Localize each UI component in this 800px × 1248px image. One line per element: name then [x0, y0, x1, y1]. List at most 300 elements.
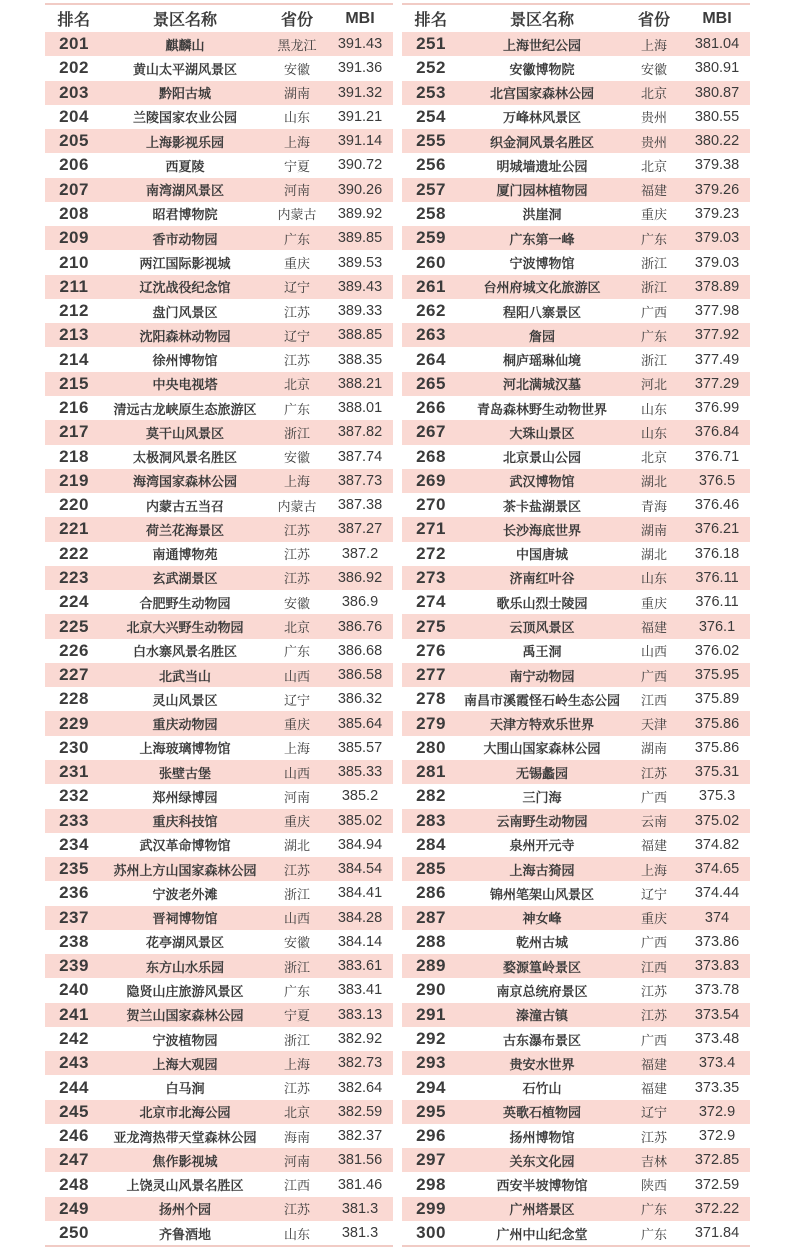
- rank-cell: 207: [59, 179, 89, 199]
- scenic-area-name-cell: 北京大兴野生动物园: [126, 620, 244, 635]
- rank-cell: 271: [416, 519, 446, 539]
- mbi-cell: 376.71: [694, 448, 740, 465]
- scenic-area-name-cell: 亚龙湾热带天堂森林公园: [113, 1129, 257, 1145]
- province-cell: 浙江: [640, 353, 667, 369]
- rank-cell: 241: [59, 1004, 89, 1024]
- mbi-cell: 382.59: [337, 1103, 383, 1120]
- mbi-cell: 373.35: [694, 1079, 740, 1096]
- table-row: [45, 1003, 393, 1027]
- table-row: [45, 1148, 393, 1172]
- table-row: [402, 1100, 750, 1124]
- mbi-cell: 377.49: [694, 351, 740, 368]
- table-row: [402, 1075, 750, 1099]
- table-row: [45, 1197, 393, 1221]
- rank-cell: 297: [416, 1150, 446, 1170]
- scenic-area-name-cell: 西夏陵: [165, 158, 205, 174]
- scenic-area-name-cell: 郑州绿博园: [152, 789, 218, 805]
- rank-cell: 226: [59, 640, 89, 660]
- scenic-area-name-cell: 天津方特欢乐世界: [489, 717, 594, 733]
- scenic-area-name-cell: 黄山太平湖风景区: [132, 61, 237, 77]
- mbi-cell: 377.98: [694, 303, 740, 320]
- province-cell: 贵州: [640, 110, 667, 126]
- rank-cell: 269: [416, 470, 446, 490]
- rank-cell: 210: [59, 252, 89, 272]
- mbi-cell: 388.21: [337, 375, 383, 392]
- mbi-cell: 374.82: [694, 836, 740, 853]
- province-cell: 江苏: [283, 304, 310, 320]
- rank-cell: 279: [416, 713, 446, 733]
- scenic-area-name-cell: 安徽博物院: [509, 61, 575, 77]
- mbi-cell: 379.23: [694, 205, 740, 222]
- table-row: [402, 881, 750, 905]
- scenic-area-name-cell: 万峰林风景区: [502, 110, 581, 126]
- rank-cell: 220: [59, 495, 89, 515]
- province-cell: 江苏: [283, 547, 310, 563]
- province-cell: 湖北: [640, 547, 667, 563]
- table-row: [45, 1075, 393, 1099]
- mbi-cell: 377.29: [694, 375, 740, 392]
- province-cell: 北京: [640, 158, 667, 174]
- rank-cell: 287: [416, 907, 446, 927]
- rank-cell: 264: [416, 349, 446, 369]
- province-cell: 广东: [640, 1202, 667, 1218]
- province-cell: 江西: [640, 692, 667, 708]
- table-row: [45, 202, 393, 226]
- rank-cell: 211: [59, 276, 89, 296]
- table-row: [402, 178, 750, 202]
- province-cell: 安徽: [283, 935, 310, 951]
- table-row: [45, 56, 393, 80]
- scenic-area-name-cell: 合肥野生动物园: [139, 595, 231, 611]
- table-row: [45, 323, 393, 347]
- rank-cell: 281: [416, 762, 446, 782]
- province-cell: 江苏: [640, 983, 667, 999]
- province-cell: 广西: [640, 935, 667, 951]
- mbi-cell: 372.22: [694, 1200, 740, 1217]
- scenic-area-name-cell: 花亭湖风景区: [145, 935, 224, 951]
- table-header: [402, 5, 750, 32]
- rank-cell: 246: [59, 1126, 89, 1146]
- mbi-cell: 383.61: [337, 958, 383, 975]
- mbi-cell: 389.43: [337, 278, 383, 295]
- mbi-cell: 387.73: [337, 472, 383, 489]
- mbi-cell: 386.68: [337, 642, 383, 659]
- scenic-area-name-cell: 南通博物苑: [152, 547, 218, 563]
- mbi-cell: 391.32: [337, 84, 383, 101]
- mbi-cell: 382.64: [337, 1079, 383, 1096]
- rank-cell: 223: [59, 567, 89, 587]
- rank-cell: 289: [416, 956, 446, 976]
- province-cell: 广西: [640, 1032, 667, 1048]
- province-cell: 福建: [640, 838, 667, 854]
- mbi-cell: 381.04: [694, 36, 740, 53]
- mbi-cell: 387.27: [337, 521, 383, 538]
- rank-cell: 232: [59, 786, 89, 806]
- table-row: [45, 347, 393, 371]
- table-row: [45, 1172, 393, 1196]
- scenic-area-name-cell: 明城墙遗址公园: [496, 158, 588, 174]
- province-cell: 上海: [640, 862, 667, 878]
- scenic-area-name-cell: 重庆科技馆: [152, 814, 218, 830]
- mbi-cell: 384.54: [337, 861, 383, 878]
- mbi-cell: 375.86: [694, 715, 740, 732]
- scenic-area-name-cell: 武汉博物馆: [509, 474, 575, 490]
- table-row: [45, 881, 393, 905]
- rank-cell: 256: [416, 155, 446, 175]
- province-cell: 山东: [283, 110, 310, 126]
- mbi-cell: 386.32: [337, 691, 383, 708]
- scenic-area-name-cell: 青岛森林野生动物世界: [476, 401, 607, 417]
- province-cell: 山西: [283, 911, 310, 927]
- rank-cell: 255: [416, 131, 446, 151]
- rank-cell: 240: [59, 980, 89, 1000]
- table-row: [402, 1221, 750, 1245]
- mbi-cell: 374: [704, 909, 730, 926]
- mbi-cell: 372.9: [698, 1128, 736, 1145]
- rank-cell: 253: [416, 82, 446, 102]
- province-cell: 浙江: [283, 1032, 310, 1048]
- header-rank: 排名: [57, 12, 91, 29]
- scenic-area-name-cell: 灵山风景区: [152, 692, 218, 708]
- scenic-area-name-cell: 西安半坡博物馆: [496, 1178, 588, 1194]
- scenic-area-name-cell: 詹园: [528, 328, 555, 344]
- rank-cell: 238: [59, 931, 89, 951]
- mbi-cell: 385.33: [337, 764, 383, 781]
- table-row: [45, 542, 393, 566]
- scenic-area-name-cell: 茶卡盐湖景区: [502, 498, 581, 514]
- rank-cell: 292: [416, 1029, 446, 1049]
- province-cell: 江苏: [283, 1202, 310, 1218]
- rank-cell: 258: [416, 203, 446, 223]
- table-row: [402, 81, 750, 105]
- scenic-area-name-cell: 两江国际影视城: [139, 256, 231, 272]
- mbi-cell: 388.35: [337, 351, 383, 368]
- rank-cell: 234: [59, 834, 89, 854]
- scenic-area-name-cell: 泉州开元寺: [509, 838, 575, 854]
- province-cell: 广东: [283, 983, 310, 999]
- table-row: [402, 542, 750, 566]
- rank-cell: 235: [59, 859, 89, 879]
- mbi-cell: 383.13: [337, 1006, 383, 1023]
- table-row: [45, 493, 393, 517]
- table-row: [45, 396, 393, 420]
- scenic-area-name-cell: 贵安水世界: [509, 1056, 575, 1072]
- mbi-cell: 376.99: [694, 400, 740, 417]
- scenic-area-name-cell: 晋祠博物馆: [152, 911, 218, 927]
- province-cell: 北京: [283, 377, 310, 393]
- table-row: [402, 711, 750, 735]
- mbi-cell: 381.56: [337, 1152, 383, 1169]
- province-cell: 重庆: [640, 911, 667, 927]
- province-cell: 重庆: [283, 717, 310, 733]
- mbi-cell: 376.02: [694, 642, 740, 659]
- rank-cell: 275: [416, 616, 446, 636]
- table-row: [402, 32, 750, 56]
- table-row: [402, 590, 750, 614]
- province-cell: 江西: [640, 959, 667, 975]
- table-row: [402, 517, 750, 541]
- scenic-area-name-cell: 武汉革命博物馆: [139, 838, 231, 854]
- table-row: [45, 81, 393, 105]
- province-cell: 浙江: [640, 280, 667, 296]
- scenic-area-name-cell: 辽沈战役纪念馆: [139, 280, 231, 296]
- table-row: [402, 1197, 750, 1221]
- scenic-area-name-cell: 织金洞风景名胜区: [489, 134, 594, 150]
- header-scenic-area-name: 景区名称: [152, 12, 217, 29]
- province-cell: 宁夏: [283, 1008, 310, 1024]
- scenic-area-name-cell: 东方山水乐园: [145, 959, 224, 975]
- scenic-area-name-cell: 北武当山: [158, 668, 211, 684]
- rank-cell: 250: [59, 1223, 89, 1243]
- province-cell: 上海: [283, 741, 310, 757]
- scenic-area-name-cell: 上海影视乐园: [145, 134, 224, 150]
- table-row: [402, 396, 750, 420]
- rank-cell: 286: [416, 883, 446, 903]
- rank-cell: 252: [416, 58, 446, 78]
- mbi-cell: 384.28: [337, 909, 383, 926]
- province-cell: 山东: [283, 1226, 310, 1242]
- province-cell: 山东: [640, 425, 667, 441]
- province-cell: 浙江: [283, 886, 310, 902]
- table-row: [45, 299, 393, 323]
- province-cell: 北京: [283, 1105, 310, 1121]
- table-row: [45, 978, 393, 1002]
- scenic-area-name-cell: 大围山国家森林公园: [483, 741, 601, 757]
- rank-cell: 228: [59, 689, 89, 709]
- province-cell: 山东: [640, 571, 667, 587]
- mbi-cell: 388.01: [337, 400, 383, 417]
- rank-cell: 215: [59, 373, 89, 393]
- header-mbi: MBI: [345, 9, 375, 27]
- table-row: [402, 857, 750, 881]
- province-cell: 河南: [283, 183, 310, 199]
- mbi-cell: 380.87: [694, 84, 740, 101]
- rank-cell: 288: [416, 931, 446, 951]
- province-cell: 福建: [640, 1081, 667, 1097]
- table-row: [402, 493, 750, 517]
- scenic-area-name-cell: 麒麟山: [165, 37, 205, 53]
- mbi-cell: 386.92: [337, 569, 383, 586]
- table-row: [45, 445, 393, 469]
- mbi-cell: 382.73: [337, 1055, 383, 1072]
- table-row: [45, 420, 393, 444]
- province-cell: 吉林: [640, 1153, 667, 1169]
- mbi-cell: 382.92: [337, 1031, 383, 1048]
- rank-cell: 285: [416, 859, 446, 879]
- scenic-area-name-cell: 云顶风景区: [509, 620, 575, 635]
- table-row: [402, 275, 750, 299]
- mbi-cell: 386.76: [337, 618, 383, 635]
- rank-cell: 272: [416, 543, 446, 563]
- mbi-cell: 391.14: [337, 133, 383, 150]
- rank-cell: 300: [416, 1223, 446, 1243]
- mbi-cell: 389.85: [337, 230, 383, 247]
- table-row: [45, 954, 393, 978]
- table-row: [45, 614, 393, 638]
- rank-cell: 227: [59, 665, 89, 685]
- mbi-cell: 372.85: [694, 1152, 740, 1169]
- table-row: [402, 323, 750, 347]
- header-scenic-area-name: 景区名称: [509, 12, 574, 29]
- rank-cell: 202: [59, 58, 89, 78]
- scenic-area-name-cell: 上海大观园: [152, 1056, 218, 1072]
- scenic-area-name-cell: 婺源篁岭景区: [502, 959, 581, 975]
- rank-cell: 298: [416, 1174, 446, 1194]
- province-cell: 安徽: [283, 595, 310, 611]
- ranking-tables: [45, 3, 751, 1247]
- mbi-cell: 379.03: [694, 230, 740, 247]
- table-row: [402, 226, 750, 250]
- province-cell: 广东: [640, 1226, 667, 1242]
- scenic-area-name-cell: 古东瀑布景区: [502, 1032, 581, 1048]
- mbi-cell: 375.86: [694, 739, 740, 756]
- mbi-cell: 379.26: [694, 181, 740, 198]
- rank-cell: 218: [59, 446, 89, 466]
- mbi-cell: 389.33: [337, 303, 383, 320]
- table-row: [402, 930, 750, 954]
- scenic-area-name-cell: 盘门风景区: [152, 304, 218, 320]
- province-cell: 浙江: [283, 959, 310, 975]
- rank-cell: 280: [416, 737, 446, 757]
- province-cell: 重庆: [640, 595, 667, 611]
- rank-cell: 283: [416, 810, 446, 830]
- province-cell: 重庆: [640, 207, 667, 223]
- header-mbi: MBI: [702, 9, 732, 27]
- table-row: [45, 275, 393, 299]
- header-rank: 排名: [414, 12, 448, 29]
- province-cell: 黑龙江: [277, 37, 317, 53]
- scenic-area-name-cell: 贺兰山国家森林公园: [126, 1008, 244, 1024]
- table-row: [45, 760, 393, 784]
- table-row: [402, 420, 750, 444]
- scenic-area-name-cell: 北京景山公园: [502, 450, 581, 466]
- province-cell: 辽宁: [640, 1105, 667, 1121]
- table-row: [402, 1148, 750, 1172]
- rank-cell: 243: [59, 1053, 89, 1073]
- province-cell: 江苏: [640, 1008, 667, 1024]
- table-row: [45, 226, 393, 250]
- table-row: [45, 32, 393, 56]
- scenic-area-name-cell: 广东第一峰: [509, 231, 575, 247]
- rank-cell: 245: [59, 1101, 89, 1121]
- mbi-cell: 388.85: [337, 327, 383, 344]
- scenic-area-name-cell: 中国唐城: [515, 547, 568, 563]
- province-cell: 广东: [283, 644, 310, 660]
- rank-cell: 259: [416, 228, 446, 248]
- mbi-cell: 390.26: [337, 181, 383, 198]
- table-row: [402, 663, 750, 687]
- rank-cell: 270: [416, 495, 446, 515]
- province-cell: 湖南: [640, 741, 667, 757]
- rank-cell: 216: [59, 398, 89, 418]
- mbi-cell: 391.43: [337, 36, 383, 53]
- mbi-cell: 389.92: [337, 205, 383, 222]
- rank-cell: 294: [416, 1077, 446, 1097]
- mbi-cell: 375.3: [698, 788, 736, 805]
- scenic-area-name-cell: 锦州笔架山风景区: [489, 886, 594, 902]
- mbi-cell: 386.58: [337, 667, 383, 684]
- scenic-area-name-cell: 宁波博物馆: [509, 256, 575, 272]
- bottom-border-line: [402, 1245, 750, 1247]
- rank-cell: 214: [59, 349, 89, 369]
- rank-cell: 293: [416, 1053, 446, 1073]
- table-row: [402, 687, 750, 711]
- table-row: [45, 590, 393, 614]
- scenic-area-name-cell: 桐庐瑶琳仙境: [502, 353, 581, 369]
- table-body: [45, 32, 393, 1245]
- province-cell: 安徽: [283, 450, 310, 466]
- province-cell: 山西: [640, 644, 667, 660]
- mbi-cell: 373.83: [694, 958, 740, 975]
- scenic-area-name-cell: 北京市北海公园: [139, 1105, 231, 1121]
- table-row: [45, 784, 393, 808]
- scenic-area-name-cell: 禹王洞: [522, 644, 562, 660]
- rank-cell: 260: [416, 252, 446, 272]
- mbi-cell: 384.14: [337, 933, 383, 950]
- mbi-cell: 380.91: [694, 60, 740, 77]
- mbi-cell: 389.53: [337, 254, 383, 271]
- rank-cell: 274: [416, 592, 446, 612]
- mbi-cell: 375.89: [694, 691, 740, 708]
- province-cell: 内蒙古: [277, 498, 317, 514]
- mbi-cell: 372.9: [698, 1103, 736, 1120]
- scenic-area-name-cell: 张壁古堡: [158, 765, 211, 781]
- table-row: [45, 153, 393, 177]
- scenic-area-name-cell: 南昌市溪霞怪石岭生态公园: [463, 692, 620, 708]
- table-row: [402, 153, 750, 177]
- mbi-cell: 387.2: [341, 545, 379, 562]
- scenic-area-name-cell: 长沙海底世界: [502, 522, 581, 538]
- scenic-area-name-cell: 歌乐山烈士陵园: [496, 595, 588, 611]
- province-cell: 北京: [640, 86, 667, 102]
- scenic-area-name-cell: 重庆动物园: [152, 717, 218, 733]
- table-row: [402, 299, 750, 323]
- rank-cell: 263: [416, 325, 446, 345]
- province-cell: 湖南: [640, 522, 667, 538]
- rank-cell: 201: [59, 34, 89, 54]
- rank-cell: 236: [59, 883, 89, 903]
- scenic-area-name-cell: 大珠山景区: [509, 425, 575, 441]
- ranking-table-251-300: [402, 3, 750, 1247]
- mbi-cell: 372.59: [694, 1176, 740, 1193]
- rank-cell: 229: [59, 713, 89, 733]
- scenic-area-name-cell: 南湾湖风景区: [145, 183, 224, 199]
- rank-cell: 262: [416, 301, 446, 321]
- table-row: [402, 784, 750, 808]
- scenic-area-name-cell: 太极洞风景名胜区: [132, 450, 237, 466]
- scenic-area-name-cell: 云南野生动物园: [496, 814, 588, 830]
- table-row: [45, 1100, 393, 1124]
- scenic-area-name-cell: 莫干山风景区: [145, 425, 224, 441]
- scenic-area-name-cell: 海湾国家森林公园: [132, 474, 237, 490]
- mbi-cell: 371.84: [694, 1225, 740, 1242]
- province-cell: 云南: [640, 814, 667, 830]
- scenic-area-name-cell: 苏州上方山国家森林公园: [113, 862, 257, 878]
- rank-cell: 296: [416, 1126, 446, 1146]
- table-row: [402, 639, 750, 663]
- rank-cell: 221: [59, 519, 89, 539]
- table-row: [45, 930, 393, 954]
- province-cell: 北京: [640, 450, 667, 466]
- rank-cell: 266: [416, 398, 446, 418]
- table-row: [402, 105, 750, 129]
- rank-cell: 208: [59, 203, 89, 223]
- scenic-area-name-cell: 广州中山纪念堂: [496, 1226, 588, 1242]
- table-row: [45, 687, 393, 711]
- table-row: [402, 1051, 750, 1075]
- province-cell: 上海: [283, 474, 310, 490]
- mbi-cell: 387.74: [337, 448, 383, 465]
